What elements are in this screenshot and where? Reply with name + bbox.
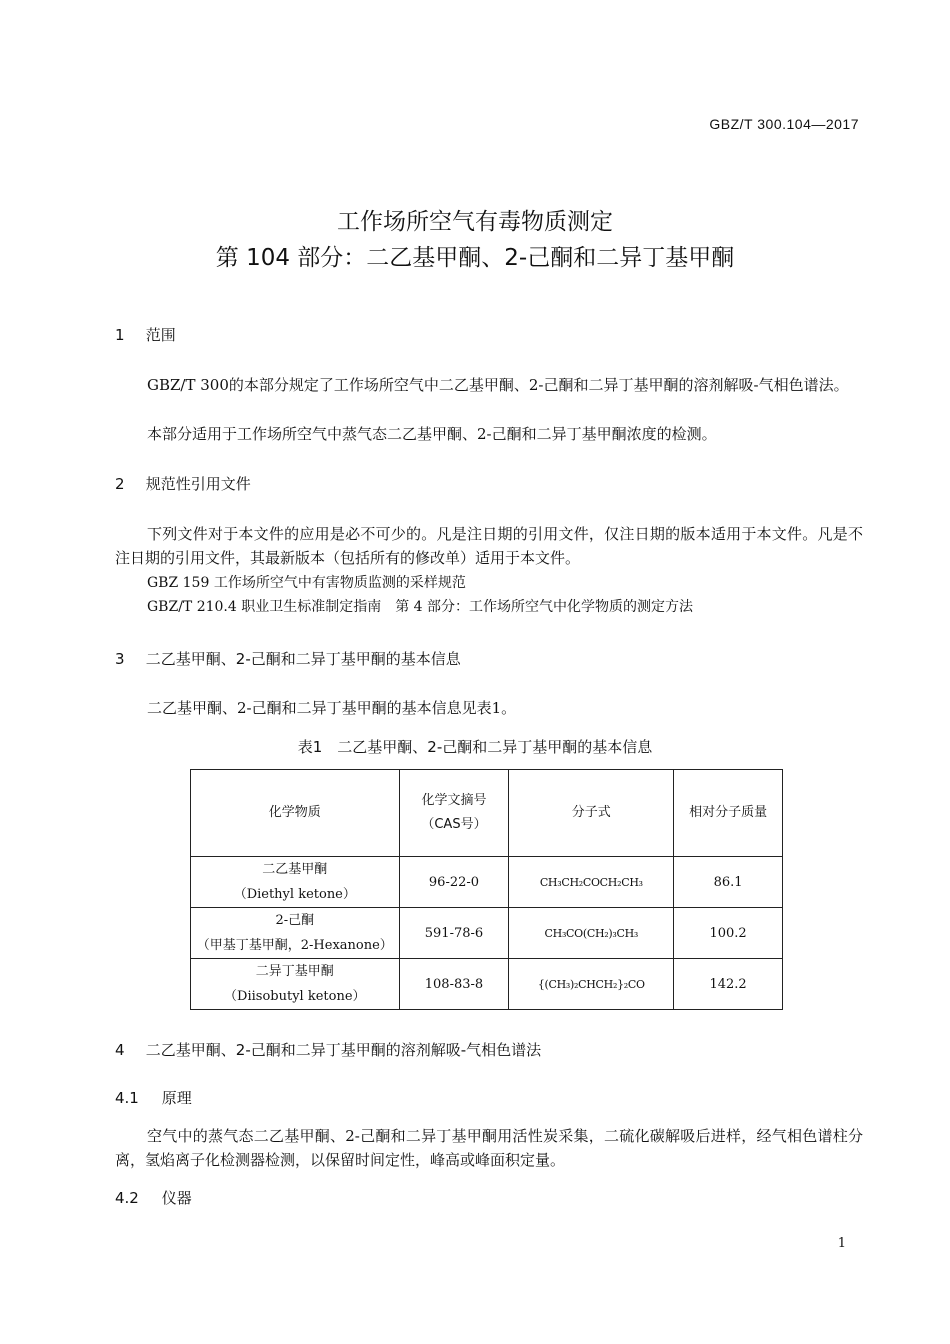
section-4-2-heading — [115, 1188, 192, 1208]
section-number: 4.1 — [115, 1089, 139, 1107]
mass-cell: 86.1 — [674, 857, 783, 908]
section-title: 二乙基甲酮、2-己酮和二异丁基甲酮的溶剂解吸-气相色谱法 — [145, 1041, 542, 1059]
cas-cell: 108-83-8 — [399, 959, 509, 1010]
page-number: 1 — [837, 1236, 846, 1251]
table-row — [191, 857, 783, 908]
section-title: 仪器 — [161, 1189, 192, 1207]
table-1-caption: 表1 二乙基甲酮、2-己酮和二异丁基甲酮的基本信息 — [297, 738, 653, 756]
substance-alias: （Diisobutyl ketone） — [224, 989, 366, 1004]
section-number: 1 — [115, 326, 125, 344]
section-number: 3 — [115, 650, 125, 668]
section-number: 4 — [115, 1041, 125, 1059]
section-title: 原理 — [161, 1089, 192, 1107]
substance-alias: （甲基丁基甲酮，2-Hexanone） — [196, 938, 393, 953]
section-1-paragraph-1: GBZ/T 300的本部分规定了工作场所空气中二乙基甲酮、2-己酮和二异丁基甲酮的溶剂解吸-气相色谱法。 — [147, 376, 849, 394]
section-3-heading — [115, 649, 461, 669]
section-4-1-heading — [115, 1088, 192, 1108]
substance-cell — [191, 857, 400, 908]
document-title — [0, 204, 950, 276]
section-number: 4.2 — [115, 1189, 139, 1207]
section-1-paragraph-2: 本部分适用于工作场所空气中蒸气态二乙基甲酮、2-己酮和二异丁基甲酮浓度的检测。 — [147, 425, 717, 443]
table-row — [191, 959, 783, 1010]
section-3-paragraph-1: 二乙基甲酮、2-己酮和二异丁基甲酮的基本信息见表1。 — [147, 699, 517, 717]
formula-cell: CH₃CO(CH₂)₃CH₃ — [509, 908, 674, 959]
title-line-1: 工作场所空气有毒物质测定 — [337, 209, 613, 235]
table-header-row — [191, 770, 783, 857]
standard-code: GBZ/T 300.104—2017 — [709, 116, 859, 132]
section-2-paragraph-1: 下列文件对于本文件的应用是必不可少的。凡是注日期的引用文件，仅注日期的版本适用于本文件。凡是不注日期的引用文件，其最新版本（包括所有的修改单）适用于本文件。 — [115, 525, 863, 567]
title-line-2: 第 104 部分：二乙基甲酮、2-己酮和二异丁基甲酮 — [215, 245, 735, 271]
header-cas-line-2: （CAS号） — [421, 817, 487, 832]
basic-info-table — [190, 769, 783, 1010]
reference-gbz-159: GBZ 159 工作场所空气中有害物质监测的采样规范 — [147, 575, 466, 591]
section-4-heading — [115, 1040, 541, 1060]
reference-gbzt-210-4: GBZ/T 210.4 职业卫生标准制定指南 第 4 部分：工作场所空气中化学物质的测定方法 — [147, 599, 694, 615]
section-title: 规范性引用文件 — [145, 475, 251, 493]
formula-cell: CH₃CH₂COCH₂CH₃ — [509, 857, 674, 908]
mass-cell: 100.2 — [674, 908, 783, 959]
substance-name: 2-己酮 — [275, 913, 315, 928]
cas-cell: 591-78-6 — [399, 908, 509, 959]
header-cas — [399, 770, 509, 857]
section-1-heading — [115, 325, 176, 345]
header-mass: 相对分子质量 — [674, 770, 783, 857]
header-cas-line-1: 化学文摘号 — [421, 793, 487, 808]
mass-cell: 142.2 — [674, 959, 783, 1010]
substance-cell — [191, 959, 400, 1010]
section-4-1-paragraph-1: 空气中的蒸气态二乙基甲酮、2-己酮和二异丁基甲酮用活性炭采集，二硫化碳解吸后进样，经气相色谱柱分离，氢焰离子化检测器检测，以保留时间定性，峰高或峰面积定量。 — [115, 1127, 863, 1169]
substance-name: 二异丁基甲酮 — [255, 964, 334, 979]
substance-cell — [191, 908, 400, 959]
section-title: 二乙基甲酮、2-己酮和二异丁基甲酮的基本信息 — [145, 650, 461, 668]
section-title: 范围 — [145, 326, 176, 344]
section-2-heading — [115, 474, 251, 494]
substance-alias: （Diethyl ketone） — [233, 887, 356, 902]
table-row — [191, 908, 783, 959]
formula-cell: {(CH₃)₂CHCH₂}₂CO — [509, 959, 674, 1010]
section-number: 2 — [115, 475, 125, 493]
cas-cell: 96-22-0 — [399, 857, 509, 908]
header-formula: 分子式 — [509, 770, 674, 857]
substance-name: 二乙基甲酮 — [262, 862, 328, 877]
header-substance: 化学物质 — [191, 770, 400, 857]
